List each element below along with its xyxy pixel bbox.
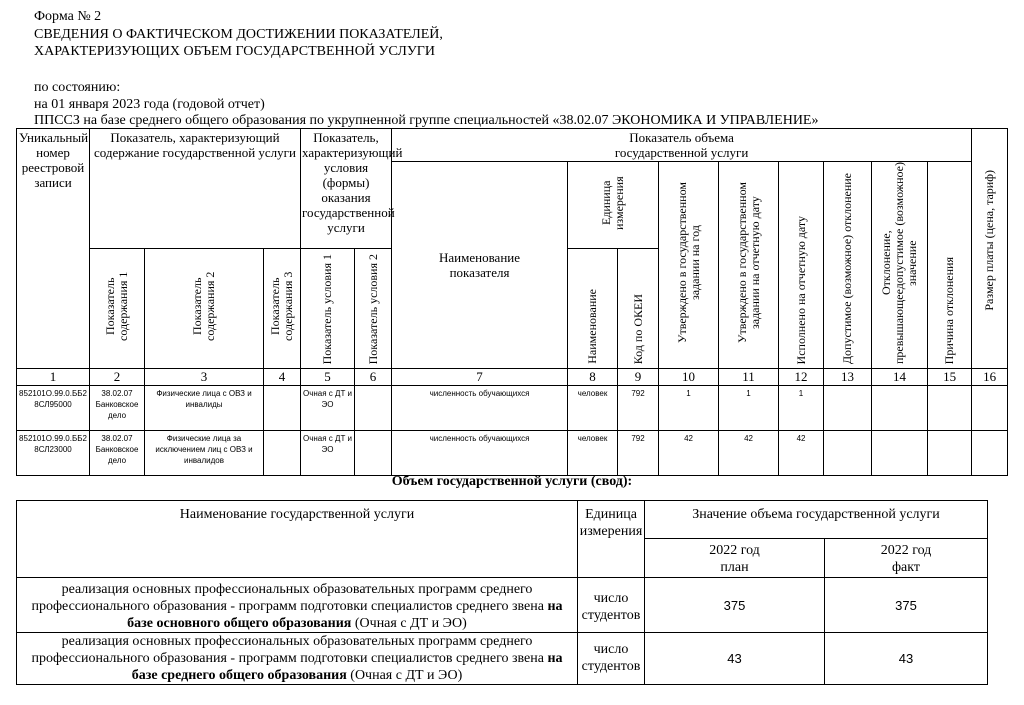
approved-year-value: 42 [659, 431, 719, 476]
report-date: на 01 января 2023 года (годовой отчет) [34, 97, 265, 112]
header-approved-year: Утверждено в государственном задании на год [659, 162, 719, 369]
service-name: реализация основных профессиональных образовательных программ среднего профессионального образования - программ подготовки специалистов среднего звена на базе среднего общего образования (Очная с ДТ и ЭО) [17, 633, 578, 685]
summary-header-value: Значение объема государственной услуги [645, 501, 988, 539]
header-content-indicator: Показатель, характеризующий содержание государственной услуги [90, 129, 301, 249]
fee-value [972, 431, 1008, 476]
registry-number: 852101О.99.0.ББ28СЛ95000 [17, 386, 90, 431]
content-3-value [264, 386, 301, 431]
col-number: 10 [659, 369, 719, 386]
okei-code: 792 [618, 386, 659, 431]
approved-date-value: 1 [719, 386, 779, 431]
fact-value: 375 [825, 578, 988, 633]
table-row [17, 431, 1008, 476]
col-number: 16 [972, 369, 1008, 386]
header-exceeding-deviation: Отклонение, превышающеедопустимое (возможное) значение [872, 162, 928, 369]
done-value: 42 [779, 431, 824, 476]
header-indicator-name: Наименование показателя [392, 162, 568, 369]
indicator-name: численность обучающихся [392, 431, 568, 476]
header-condition-1: Показатель условия 1 [301, 249, 355, 369]
header-done: Исполнено на отчетную дату [779, 162, 824, 369]
form-number: Форма № 2 [34, 9, 102, 24]
header-content-3: Показатель содержания 3 [264, 249, 301, 369]
exceeding-deviation-value [872, 386, 928, 431]
condition-1-value: Очная с ДТ и ЭО [301, 431, 355, 476]
as-of-label: по состоянию: [34, 80, 121, 95]
plan-value: 43 [645, 633, 825, 685]
header-okei-code: Код по ОКЕИ [618, 249, 659, 369]
exceeding-deviation-value [872, 431, 928, 476]
service-unit: число студентов [578, 633, 645, 685]
header-content-2: Показатель содержания 2 [145, 249, 264, 369]
unit-name: человек [568, 386, 618, 431]
header-fee: Размер платы (цена, тариф) [972, 129, 1008, 369]
service-unit: число студентов [578, 578, 645, 633]
col-number: 5 [301, 369, 355, 386]
content-3-value [264, 431, 301, 476]
col-number: 1 [17, 369, 90, 386]
column-numbers-row [17, 369, 1008, 386]
header-volume-indicator: Показатель объема государственной услуги [392, 129, 972, 162]
unit-name: человек [568, 431, 618, 476]
table-row [17, 386, 1008, 431]
col-number: 2 [90, 369, 145, 386]
col-number: 4 [264, 369, 301, 386]
page-title-line2: ХАРАКТЕРИЗУЮЩИХ ОБЪЕМ ГОСУДАРСТВЕННОЙ УСЛУГИ [34, 44, 436, 59]
okei-code: 792 [618, 431, 659, 476]
registry-number: 852101О.99.0.ББ28СЛ23000 [17, 431, 90, 476]
col-number: 15 [928, 369, 972, 386]
summary-table [16, 500, 988, 685]
header-allowed-deviation: Допустимое (возможное) отклонение [824, 162, 872, 369]
indicators-table [16, 128, 1008, 476]
approved-date-value: 42 [719, 431, 779, 476]
col-number: 8 [568, 369, 618, 386]
header-condition-2: Показатель условия 2 [355, 249, 392, 369]
col-number: 14 [872, 369, 928, 386]
page-title-line1: СВЕДЕНИЯ О ФАКТИЧЕСКОМ ДОСТИЖЕНИИ ПОКАЗАТЕЛЕЙ, [34, 27, 443, 42]
summary-header-plan: 2022 год план [645, 539, 825, 578]
fee-value [972, 386, 1008, 431]
condition-2-value [355, 431, 392, 476]
summary-header-fact: 2022 год факт [825, 539, 988, 578]
fact-value: 43 [825, 633, 988, 685]
header-unique-number: Уникальный номер реестровой записи [17, 129, 90, 369]
col-number: 13 [824, 369, 872, 386]
header-content-1: Показатель содержания 1 [90, 249, 145, 369]
indicator-name: численность обучающихся [392, 386, 568, 431]
summary-header-name: Наименование государственной услуги [17, 501, 578, 578]
header-unit-name: Наименование [568, 249, 618, 369]
done-value: 1 [779, 386, 824, 431]
program-description: ППССЗ на базе среднего общего образования по укрупненной группе специальностей «38.02.07 ЭКОНОМИКА И УПРАВЛЕНИЕ» [34, 113, 819, 128]
header-deviation-reason: Причина отклонения [928, 162, 972, 369]
header-condition-indicator: Показатель, характеризующий условия (формы) оказания государственной услуги [301, 129, 392, 249]
summary-title: Объем государственной услуги (свод): [391, 474, 633, 489]
deviation-reason-value [928, 386, 972, 431]
content-2-value: Физические лица за исключением лиц с ОВЗ и инвалидов [145, 431, 264, 476]
header-unit: Единица измерения [568, 162, 659, 249]
col-number: 7 [392, 369, 568, 386]
table-row [17, 633, 988, 685]
condition-2-value [355, 386, 392, 431]
condition-1-value: Очная с ДТ и ЭО [301, 386, 355, 431]
header-approved-date: Утверждено в государственном задании на отчетную дату [719, 162, 779, 369]
approved-year-value: 1 [659, 386, 719, 431]
summary-header-unit: Единица измерения [578, 501, 645, 578]
col-number: 3 [145, 369, 264, 386]
col-number: 6 [355, 369, 392, 386]
col-number: 12 [779, 369, 824, 386]
table-row [17, 578, 988, 633]
allowed-deviation-value [824, 386, 872, 431]
service-name: реализация основных профессиональных образовательных программ среднего профессионального образования - программ подготовки специалистов среднего звена на базе основного общего образования (Очная с ДТ и ЭО) [17, 578, 578, 633]
plan-value: 375 [645, 578, 825, 633]
deviation-reason-value [928, 431, 972, 476]
col-number: 11 [719, 369, 779, 386]
allowed-deviation-value [824, 431, 872, 476]
col-number: 9 [618, 369, 659, 386]
content-1-value: 38.02.07 Банковское дело [90, 386, 145, 431]
content-2-value: Физические лица с ОВЗ и инвалиды [145, 386, 264, 431]
content-1-value: 38.02.07 Банковское дело [90, 431, 145, 476]
